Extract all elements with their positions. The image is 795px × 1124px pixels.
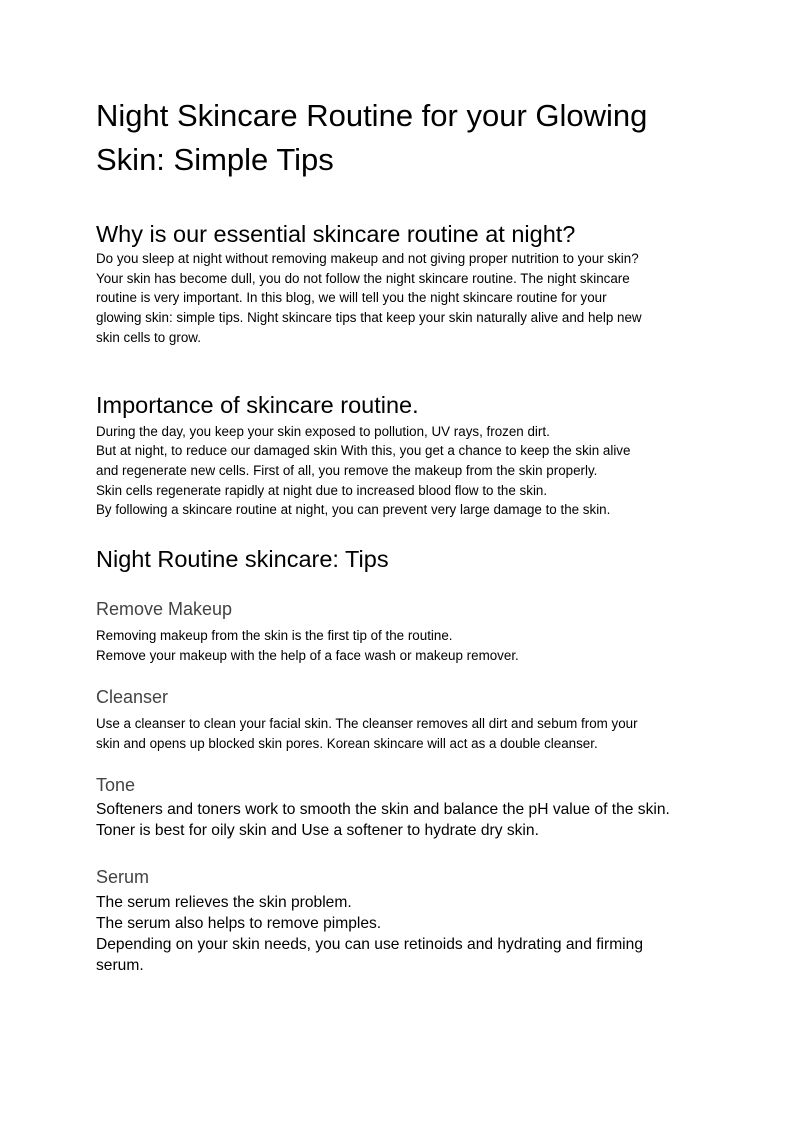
text-line: skin cells to grow.	[96, 329, 201, 345]
heading-why-skincare: Why is our essential skincare routine at night?	[96, 221, 576, 247]
subheading-cleanser: Cleanser	[96, 687, 169, 708]
paragraph-serum	[96, 893, 699, 976]
text-line: Toner is best for oily skin and Use a softener to hydrate dry skin.	[96, 821, 539, 839]
paragraph-remove-makeup	[96, 626, 699, 665]
subheading-remove-makeup: Remove Makeup	[96, 599, 233, 620]
subheading-serum: Serum	[96, 867, 150, 888]
heading-importance: Importance of skincare routine.	[96, 391, 419, 418]
paragraph-importance	[96, 422, 699, 521]
text-line: Do you sleep at night without removing makeup and not giving proper nutrition to your skin?	[96, 251, 639, 266]
paragraph-why-skincare	[96, 249, 699, 348]
text-line: The serum relieves the skin problem.	[96, 894, 352, 912]
paragraph-cleanser	[96, 714, 699, 753]
heading-night-routine-tips: Night Routine skincare: Tips	[96, 546, 389, 573]
text-line: Use a cleanser to clean your facial skin. The cleanser removes all dirt and sebum from your	[96, 716, 638, 732]
text-line: By following a skincare routine at night, you can prevent very large damage to the skin.	[96, 502, 611, 518]
text-line: glowing skin: simple tips. Night skincare tips that keep your skin naturally alive and help new	[96, 310, 642, 326]
text-line: skin and opens up blocked skin pores. Korean skincare will act as a double cleanser.	[96, 736, 598, 752]
paragraph-tone	[96, 800, 699, 842]
text-line: Skin cells regenerate rapidly at night due to increased blood flow to the skin.	[96, 482, 548, 498]
text-line: Softeners and toners work to smooth the skin and balance the pH value of the skin.	[96, 800, 670, 818]
text-line: Remove your makeup with the help of a face wash or makeup remover.	[96, 647, 519, 663]
text-line: Removing makeup from the skin is the first tip of the routine.	[96, 628, 453, 644]
text-line: But at night, to reduce our damaged skin With this, you get a chance to keep the skin alive	[96, 443, 631, 459]
text-line: routine is very important. In this blog, we will tell you the night skincare routine for your	[96, 290, 607, 306]
text-line: The serum also helps to remove pimples.	[96, 915, 382, 933]
text-line: Depending on your skin needs, you can use retinoids and hydrating and firming	[96, 936, 643, 954]
title-line: Night Skincare Routine for your Glowing	[96, 98, 648, 133]
text-line: serum.	[96, 956, 144, 974]
text-line: and regenerate new cells. First of all, you remove the makeup from the skin properly.	[96, 462, 598, 478]
title-line: Skin: Simple Tips	[96, 142, 334, 177]
text-line: Your skin has become dull, you do not follow the night skincare routine. The night skincare	[96, 270, 630, 286]
subheading-tone: Tone	[96, 774, 136, 795]
document-title	[96, 94, 699, 182]
text-line: During the day, you keep your skin exposed to pollution, UV rays, frozen dirt.	[96, 423, 550, 439]
